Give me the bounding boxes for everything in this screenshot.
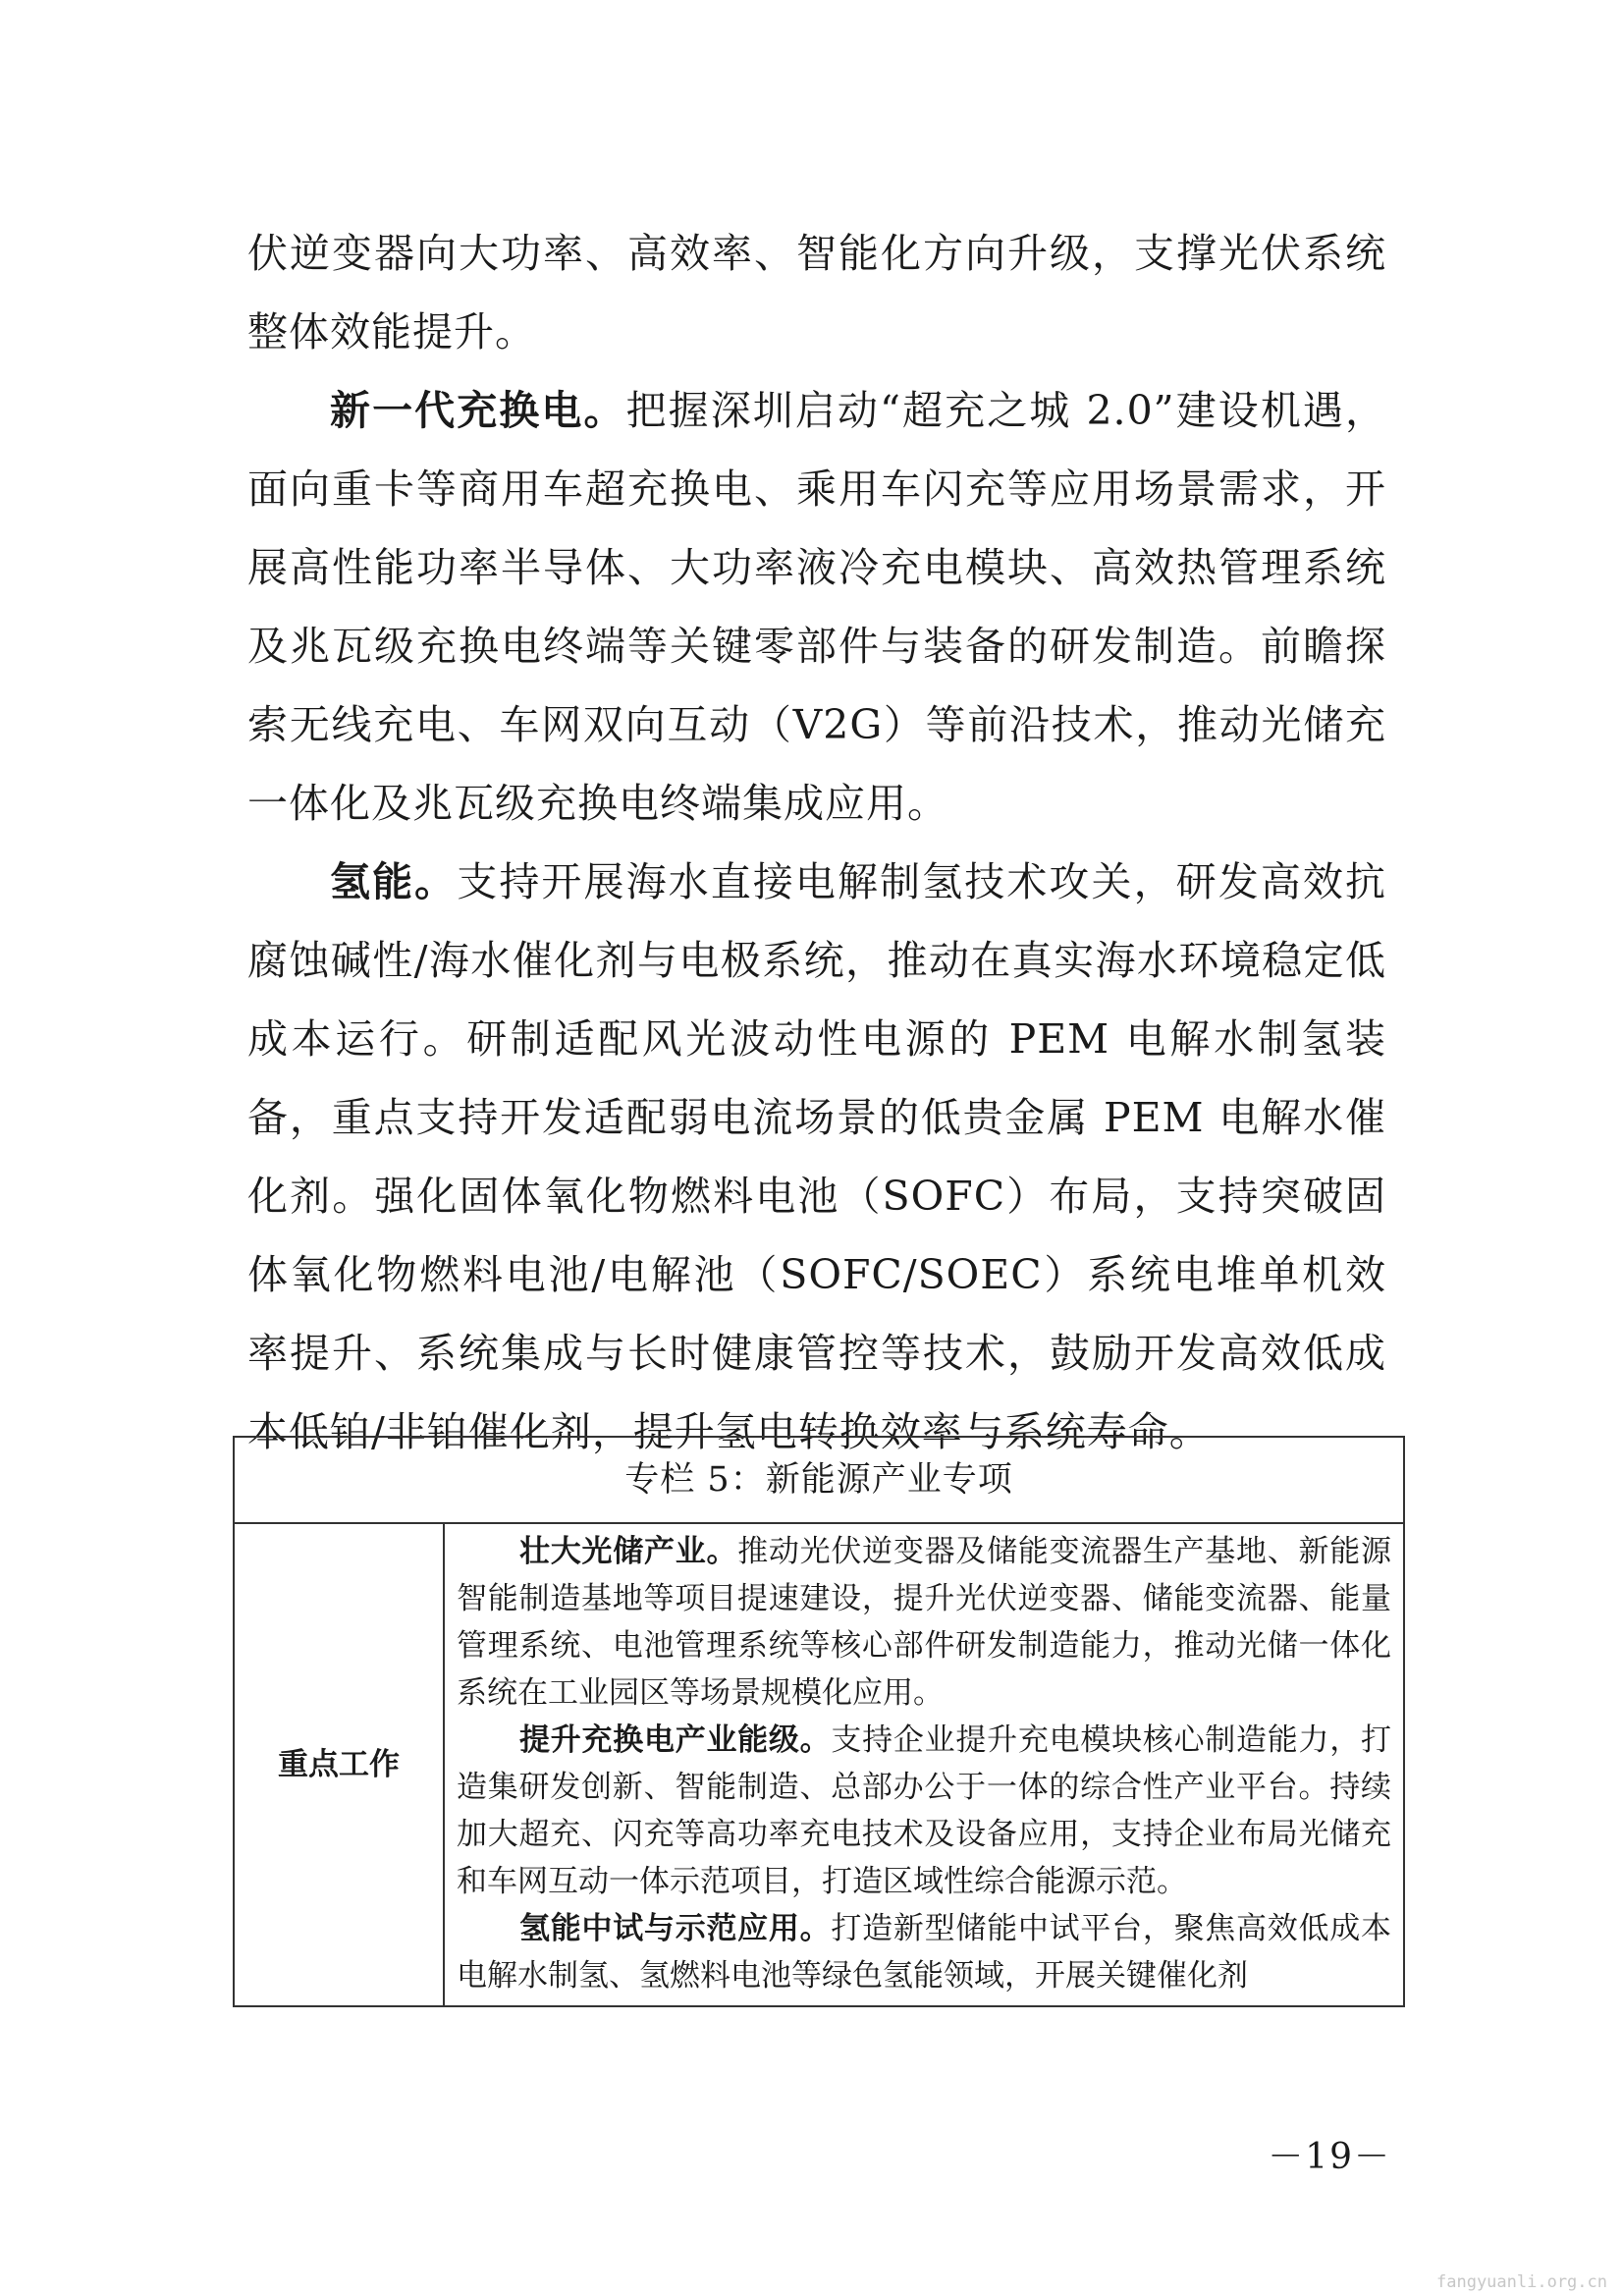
box-item-solar-storage [457, 1528, 1391, 1717]
paragraph-charging [247, 371, 1386, 843]
special-column-box [233, 1436, 1405, 2007]
paragraph-lead: 新一代充换电。 [330, 387, 626, 434]
paragraph-text: 伏逆变器向大功率、高效率、智能化方向升级，支撑光伏系统整体效能提升。 [247, 230, 1386, 355]
paragraph-continuation [247, 214, 1386, 371]
box-item-hydrogen [457, 1905, 1391, 1999]
box-content [444, 1523, 1404, 2006]
watermark: fangyuanli.org.cn [1436, 2272, 1607, 2292]
page-number: －19－ [1268, 2137, 1391, 2177]
paragraph-hydrogen [247, 843, 1386, 1471]
box-item-lead: 提升充换电产业能级。 [519, 1722, 832, 1758]
box-row-label: 重点工作 [234, 1523, 444, 2006]
box-item-text: 打造新型储能中试平台，聚焦高效低成本电解水制氢、氢燃料电池等绿色氢能领域，开展关键催化剂 [457, 1911, 1392, 1994]
paragraph-text: 支持开展海水直接电解制氢技术攻关，研发高效抗腐蚀碱性/海水催化剂与电极系统，推动在真实海水环境稳定低成本运行。研制适配风光波动性电源的 PEM 电解水制氢装备，重点支持开发适配弱电流场景的低贵金属 PEM 电解水催化剂。强化固体氧化物燃料电池（SOFC）布局，支持突破固体氧化物燃料电池/电解池（SOFC/SOEC）系统电堆单机效率提升、系统集成与长时健康管控等技术，鼓励开发高效低成本低铂/非铂催化剂，提升氢电转换效率与系统寿命。 [247, 858, 1386, 1455]
box-item-charging [457, 1717, 1391, 1905]
box-item-text: 支持企业提升充电模块核心制造能力，打造集研发创新、智能制造、总部办公于一体的综合性产业平台。持续加大超充、闪充等高功率充电技术及设备应用，支持企业布局光储充和车网互动一体示范项目，打造区域性综合能源示范。 [457, 1722, 1392, 1899]
paragraph-lead: 氢能。 [330, 858, 458, 905]
box-item-lead: 壮大光储产业。 [519, 1534, 738, 1569]
box-item-lead: 氢能中试与示范应用。 [519, 1911, 832, 1946]
paragraph-text: 把握深圳启动“超充之城 2.0”建设机遇，面向重卡等商用车超充换电、乘用车闪充等应用场景需求，开展高性能功率半导体、大功率液冷充电模块、高效热管理系统及兆瓦级充换电终端等关键零部件与装备的研发制造。前瞻探索无线充电、车网双向互动（V2G）等前沿技术，推动光储充一体化及兆瓦级充换电终端集成应用。 [247, 387, 1387, 827]
body-text [247, 214, 1386, 1471]
box-title: 专栏 5：新能源产业专项 [234, 1437, 1404, 1523]
box-item-text: 推动光伏逆变器及储能变流器生产基地、新能源智能制造基地等项目提速建设，提升光伏逆变器、储能变流器、能量管理系统、电池管理系统等核心部件研发制造能力，推动光储一体化系统在工业园区等场景规模化应用。 [457, 1534, 1392, 1711]
